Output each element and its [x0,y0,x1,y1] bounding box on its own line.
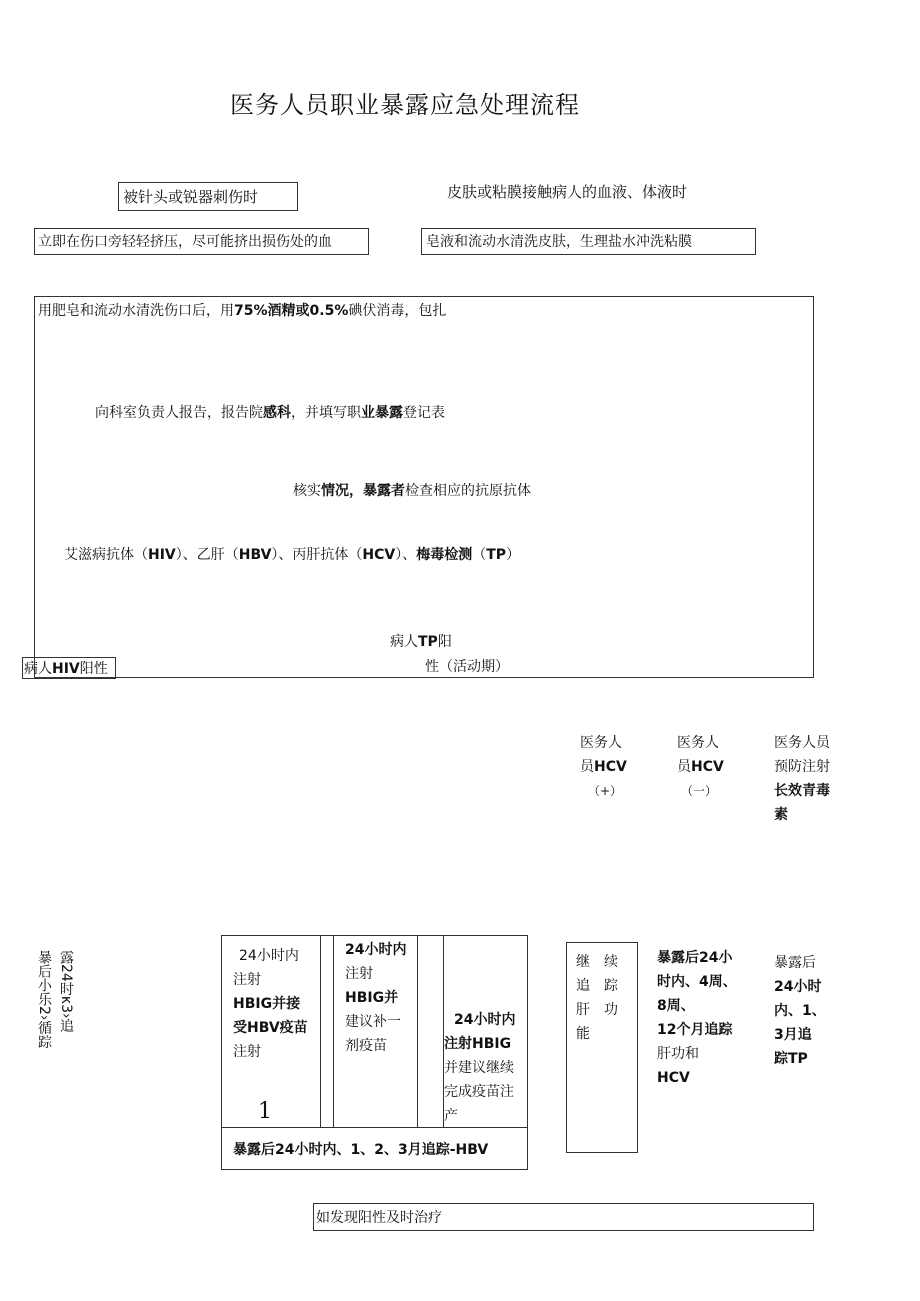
squeeze-box [34,228,369,255]
hbv-col3-line1: 24小时内 [454,1012,516,1028]
hiv-track-text [31,950,77,1080]
hiv-positive-label [24,660,108,678]
liver-line1: 继 续 [576,954,618,970]
verify-text-2: 情况，暴露者 [321,483,405,499]
tp-follow-line5: 踪TP [774,1051,808,1067]
hbv-col3-line2: 注射HBIG [444,1036,512,1052]
hcv-follow-line4: 12个月追踪 [657,1022,733,1038]
tp-outcome-line4: 素 [774,807,788,823]
disinfect-text-5: 碘伏消毒，包扎 [348,303,447,319]
hcv-positive-line1: 医务人 [580,735,622,751]
hcv-positive-line2 [580,755,627,779]
liver-line4: 能 [576,1026,590,1042]
hcv-positive-line2-b: HCV [594,759,627,775]
squeeze-text: 立即在伤口旁轻轻挤压，尽可能挤出损伤处的血 [38,234,332,250]
tp-outcome-line1: 医务人员 [774,735,830,751]
hbv-col1-line5: 注射 [233,1044,261,1060]
disinfect-text-3: 酒精或 [267,303,310,319]
rinse-box [421,228,756,255]
liver-follow-text [576,950,618,1046]
hcv-follow-line5: 肝功和 [657,1046,699,1062]
report-text-4: 业暴露 [361,405,403,421]
hcv-follow-line3: 8周、 [657,998,695,1014]
liver-line2: 追 踪 [576,978,618,994]
hbv-col2 [345,938,406,1058]
hcv-follow-line1: 暴露后24小 [657,950,733,966]
outcome-tp [774,731,830,827]
tests-step [64,546,520,564]
hcv-follow-line6: HCV [657,1070,690,1086]
hcv-negative-line2 [677,755,724,779]
hbv-col1-line3: HBIG并接 [233,996,301,1012]
report-text-3: ，并填写职 [291,405,361,421]
tests-text-8: 梅毒检测 [416,547,473,563]
hbv-col1 [233,944,308,1064]
tests-text-7: ）、 [395,547,417,563]
hbv-col3-line4: 完成疫苗注 [444,1084,514,1100]
tp-positive-text-1: 病人 [390,634,418,650]
disinfect-text-1: 用肥皂和流动水清洗伤口后，用 [38,303,234,319]
tests-text-3: ）、乙肝（ [175,547,239,563]
tp-positive-line1 [390,633,452,651]
tests-text-6: HCV [362,547,396,563]
hbv-col1-number: 1 [258,1099,272,1124]
tests-text-5: ）、丙肝抗体（ [271,547,363,563]
hbv-col2-line3: HBIG并 [345,990,399,1006]
hiv-positive-text-3: 阳性 [79,661,108,677]
tp-positive-line2: 性（活动期） [425,659,509,675]
hiv-track-col1: 露24时κ3›追 [58,950,74,1033]
hcv-negative-line3: （一） [681,784,718,798]
hbv-col3 [444,1008,515,1128]
verify-step [293,482,531,500]
tests-text-11: ） [506,547,521,563]
hbv-col2-line4: 建议补一 [345,1014,401,1030]
hbv-divider-3 [417,935,418,1127]
hbv-col1-line4: 受HBV疫苗 [233,1020,308,1036]
disinfect-text-2: 75% [234,303,268,319]
tp-positive-text-3: 阳 [437,634,452,650]
hbv-divider-1 [320,935,321,1127]
report-text-5: 登记表 [403,405,445,421]
hbv-col1-line1: 24小时内 [239,948,299,964]
tp-follow-line2: 24小时 [774,979,822,995]
treatment-text: 如发现阳性及时治疗 [316,1210,442,1226]
disinfect-step [38,302,446,320]
treatment-box [313,1203,814,1231]
tp-follow-line1: 暴露后 [774,955,816,971]
liver-line3: 肝 功 [576,1002,618,1018]
hbv-bottom-text: 暴露后24小时内、1、2、3月追踪-HBV [233,1142,489,1158]
hcv-follow-text [657,946,737,1090]
hiv-track-col2: 暴后小乐2›循踪 [36,950,52,1049]
hbv-col3-line5: 产 [444,1108,458,1124]
hbv-col2-line5: 剂疫苗 [345,1038,387,1054]
skin-contact-label: 皮肤或粘膜接触病人的血液、体液时 [447,183,688,201]
needle-injury-label: 被针头或锐器刺伤时 [123,188,259,206]
hiv-positive-box [22,657,116,679]
tp-follow-text [774,951,826,1071]
hbv-col3-line3: 并建议继续 [444,1060,514,1076]
hcv-positive-line3: （+） [588,784,623,798]
tests-text-4: HBV [238,547,272,563]
disinfect-text-4: 0.5% [309,303,349,319]
outcome-hcv-positive [580,731,627,803]
hiv-positive-text-1: 病人 [24,661,52,677]
hiv-positive-text-2: HIV [52,661,80,677]
tests-text-2: HIV [148,547,176,563]
page-title: 医务人员职业暴露应急处理流程 [230,91,580,119]
tests-text-1: 艾滋病抗体（ [64,547,148,563]
outcome-hcv-negative [677,731,724,803]
needle-injury-box [118,182,298,211]
tp-positive-text-2: TP [418,634,438,650]
hcv-follow-line2: 时内、4周、 [657,974,737,990]
report-text-2: 感科 [263,405,291,421]
hcv-positive-line2-a: 员 [580,759,594,775]
tp-follow-line3: 内、1、 [774,1003,826,1019]
verify-text-1: 核实 [293,483,321,499]
tp-outcome-line3: 长效青毒 [774,783,830,799]
tp-follow-line4: 3月追 [774,1027,812,1043]
rinse-text: 皂液和流动水清洗皮肤，生理盐水冲洗粘膜 [426,234,692,250]
report-step [95,404,445,422]
hbv-divider-2 [333,935,334,1127]
hcv-negative-line2-a: 员 [677,759,691,775]
hbv-col2-line1: 24小时内 [345,942,407,958]
tests-text-9: （ [472,547,487,563]
verify-text-3: 检查相应的抗原抗体 [405,483,531,499]
hbv-col1-line2: 注射 [233,972,261,988]
tests-text-10: TP [486,547,507,563]
hbv-col2-line2: 注射 [345,966,373,982]
report-text-1: 向科室负责人报告，报告院 [95,405,263,421]
hcv-negative-line2-b: HCV [691,759,724,775]
hcv-negative-line1: 医务人 [677,735,719,751]
tp-outcome-line2: 预防注射 [774,759,830,775]
